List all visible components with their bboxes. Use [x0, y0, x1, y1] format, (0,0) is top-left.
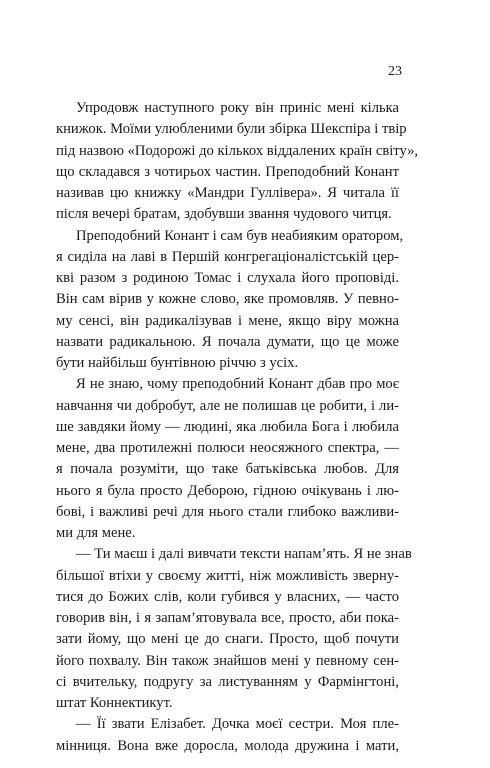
text-line: — Ти маєш і далі вивчати тексти напам’ять. Я не знав — [76, 546, 412, 563]
text-line: му сенсі, він радикалізував і мене, якщо віру можна — [56, 312, 399, 329]
text-line: назвати радикальною. Я почала думати, що це може — [56, 333, 399, 350]
text-line: зати йому, що мені це до снаги. Просто, щоб почути — [56, 631, 399, 648]
text-line: називав цю книжку «Мандри Гуллівера». Я читала її — [56, 185, 399, 201]
text-line: Преподобний Конант і сам був неабияким оратором, — [76, 227, 404, 244]
text-line: кві разом з родиною Томас і слухала його проповіді. — [56, 270, 399, 286]
text-line: ше завдяки йому — людині, яка любила Бога і любила — [56, 418, 399, 435]
text-line: Я не знаю, чому преподобний Конант дбав про моє — [76, 376, 399, 393]
text-line: сі вчительку, подругу за листуванням у Фармінгтоні, — [56, 673, 399, 690]
text-line: тися до Божих слів, коли губився у власних, — часто — [56, 588, 399, 605]
text-line: нього я була просто Деборою, гідною очікувань і лю- — [56, 482, 399, 499]
text-line: Упродовж наступного року він приніс мені кілька — [76, 100, 399, 116]
text-line: мене, два протилежні полюси неосяжного спектра, — — [56, 440, 399, 456]
text-line: ми для мене. — [56, 525, 136, 541]
text-line: — Її звати Елізабет. Дочка моєї сестри. Моя пле- — [76, 716, 399, 733]
text-line: під назвою «Подорожі до кількох віддалених країн світу», — [56, 142, 419, 159]
text-line: бові, і важливі речі для нього стали глибоко важливи- — [56, 503, 399, 520]
text-line: мінниця. Вона вже доросла, молода дружина і мати, — [56, 737, 399, 754]
text-line: я сиділа на лаві в Першій конгрегаціоналістській цер- — [56, 248, 399, 265]
text-line: навчання чи добробут, але не полишав це робити, і ли- — [56, 397, 399, 414]
text-line: говорив він, і я запам’ятовувала все, просто, аби пока- — [56, 610, 399, 626]
text-line: після вечері братам, здобувши звання чудового читця. — [56, 206, 392, 223]
body-text — [56, 98, 419, 757]
text-line: я почала розуміти, що таке батьківська любов. Для — [56, 461, 399, 478]
text-line: бути найбільш бунтівною річчю з усіх. — [56, 355, 299, 371]
text-line: книжок. Моїми улюбленими були збірка Шекспіра і твір — [56, 121, 407, 138]
text-line: більшої втіхи у своєму житті, ніж можливість звернy- — [56, 567, 399, 584]
text-line: що складався з чотирьох частин. Преподобний Конант — [56, 163, 399, 180]
page-number: 23 — [388, 64, 402, 79]
text-line: Він сам вірив у кожне слово, яке промовляв. У певно- — [56, 291, 399, 308]
text-line: штат Коннектикут. — [56, 695, 173, 711]
text-line: його похвалу. Він також знайшов мені у певному сен- — [56, 652, 399, 669]
